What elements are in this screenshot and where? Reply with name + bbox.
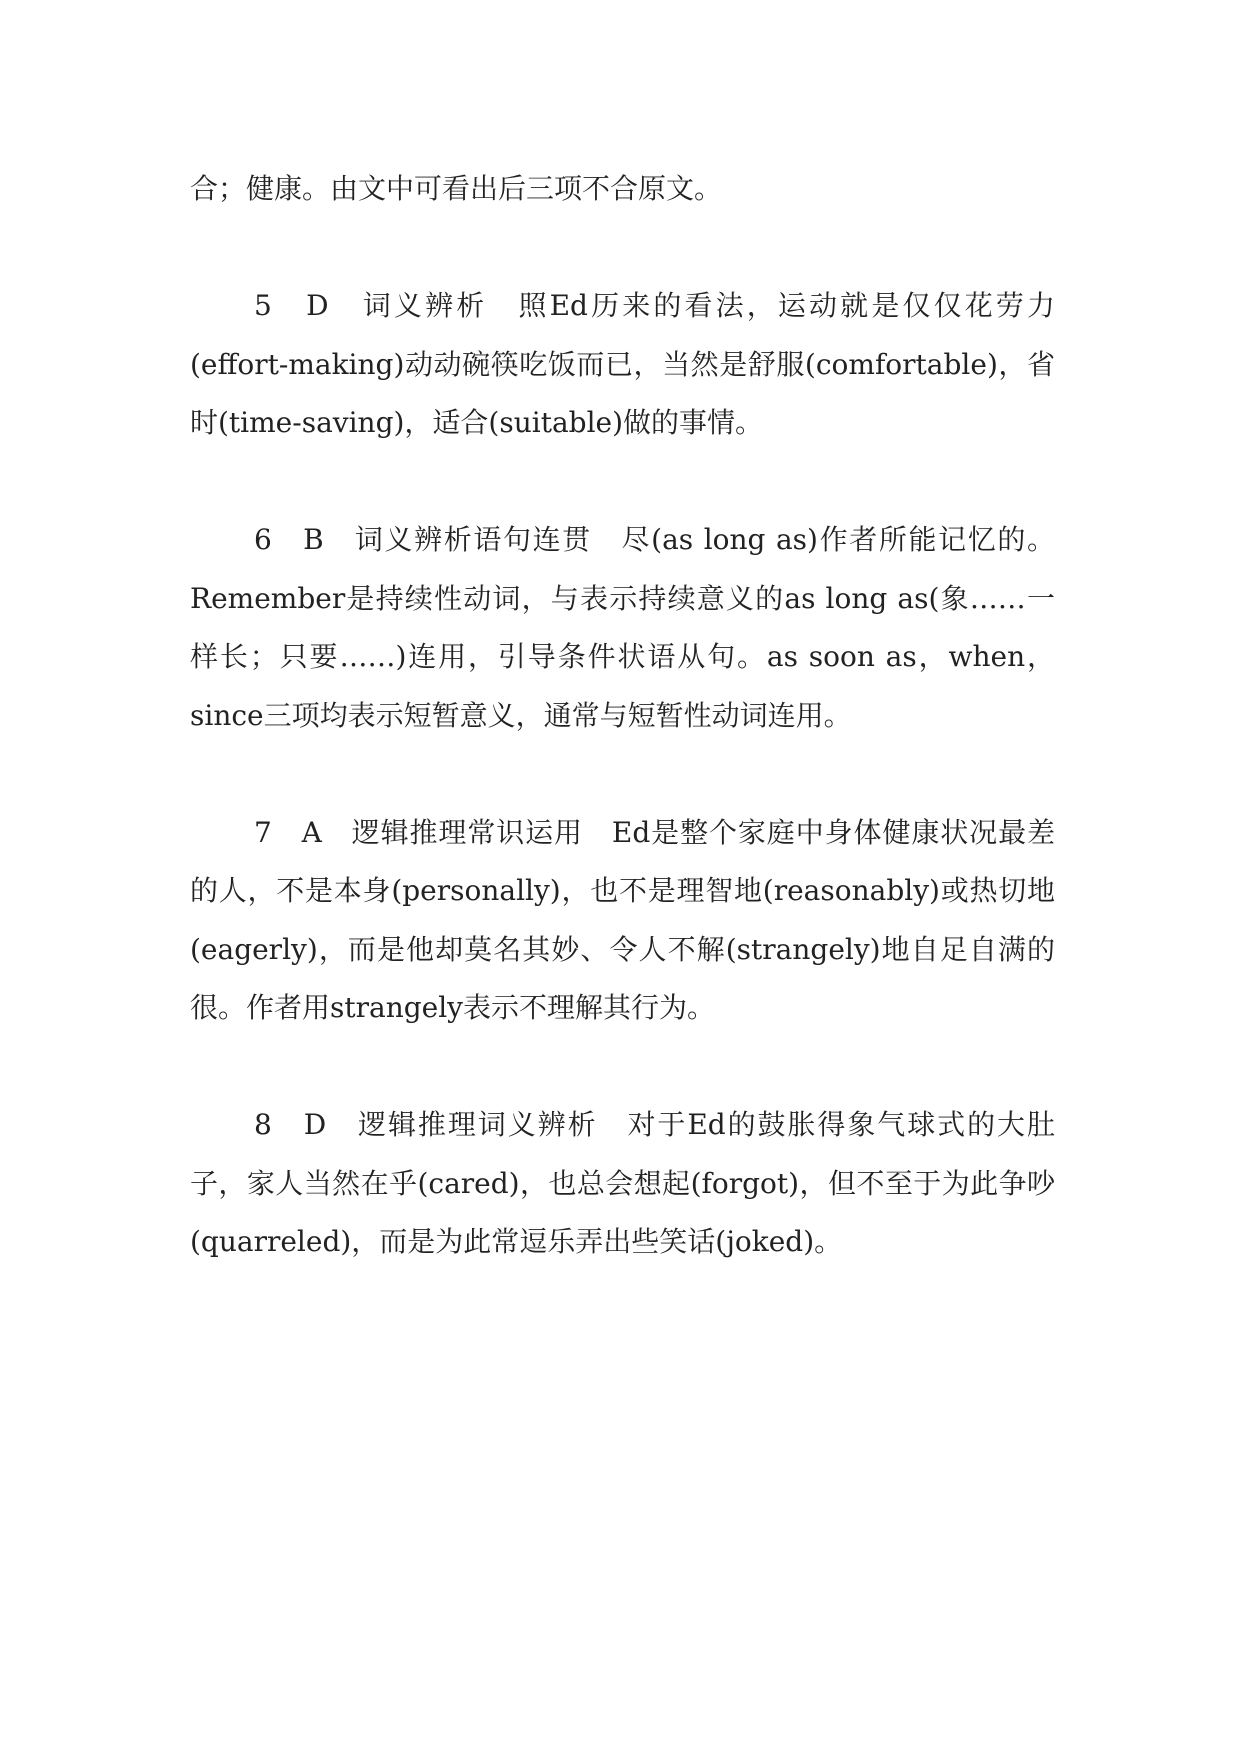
paragraph-gap — [190, 453, 1055, 512]
answer-paragraph-7: 7 A 逻辑推理常识运用 Ed是整个家庭中身体健康状况最差的人，不是本身(personally)，也不是理智地(reasonably)或热切地(eagerly)，而是他却莫名其妙、令人不解(strangely)地自足自满的很。作者用strangely表示不理解其行为。 — [190, 815, 1055, 1024]
paragraph-gap — [190, 219, 1055, 278]
paragraph-gap — [190, 1038, 1055, 1097]
answer-paragraph-5: 5 D 词义辨析 照Ed历来的看法，运动就是仅仅花劳力(effort-making)动动碗筷吃饭而已，当然是舒服(comfortable)，省时(time-saving)，适合(suitable)做的事情。 — [190, 289, 1055, 439]
answer-paragraph-8: 8 D 逻辑推理词义辨析 对于Ed的鼓胀得象气球式的大肚子，家人当然在乎(cared)，也总会想起(forgot)，但不至于为此争吵(quarreled)，而是为此常逗乐弄出些笑话(joked)。 — [190, 1108, 1055, 1258]
answer-paragraph-6: 6 B 词义辨析语句连贯 尽(as long as)作者所能记忆的。Remember是持续性动词，与表示持续意义的as long as(象……一样长；只要……)连用，引导条件状语从句。as soon as，when，since三项均表示短暂意义，通常与短暂性动词连用。 — [190, 523, 1055, 732]
document-page — [190, 160, 1055, 1272]
paragraph-gap — [190, 745, 1055, 804]
paragraph-continuation: 合；健康。由文中可看出后三项不合原文。 — [190, 172, 723, 205]
